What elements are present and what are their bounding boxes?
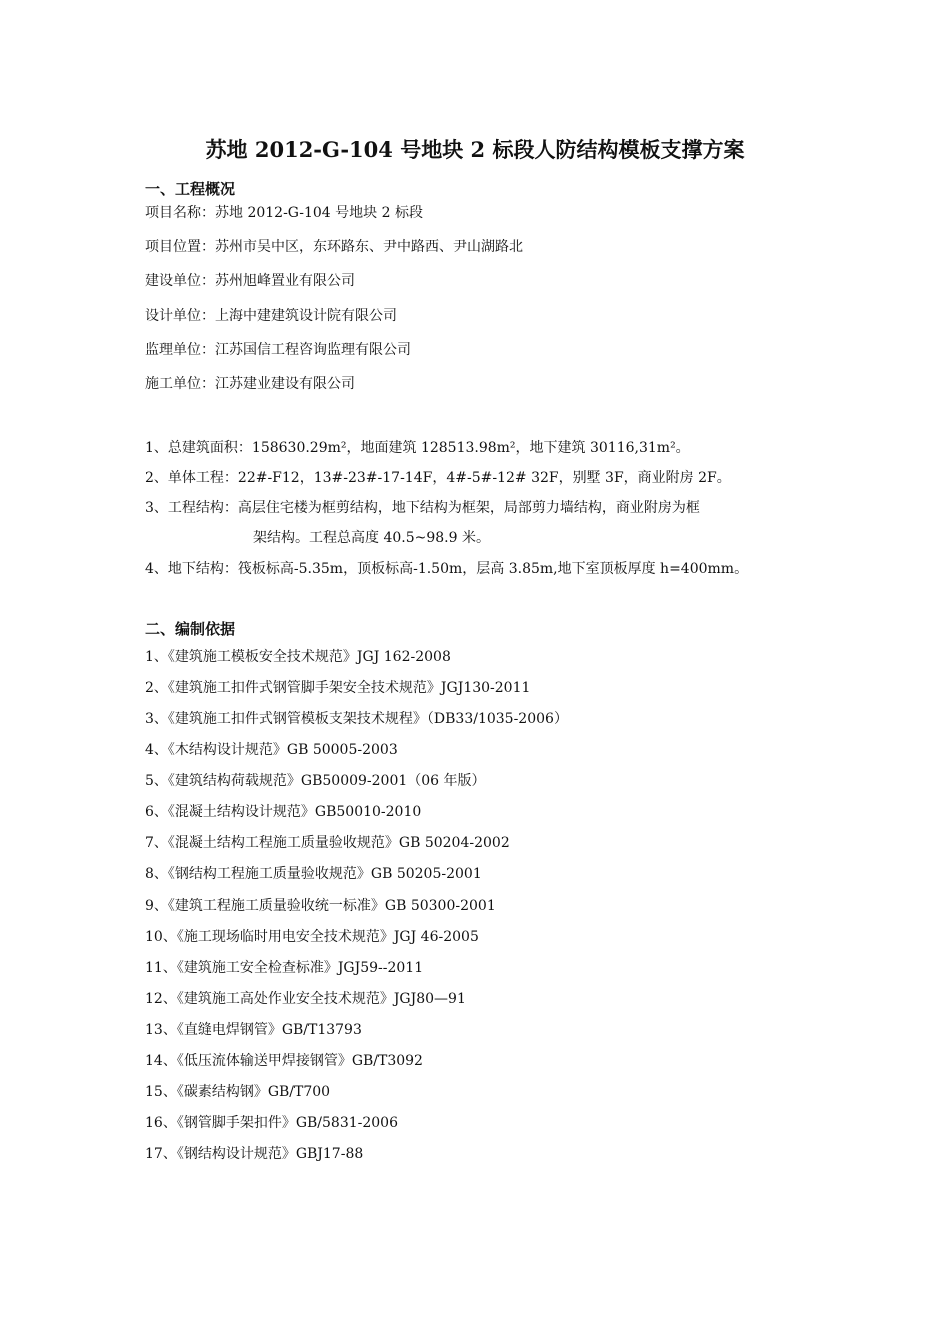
overview-item-continuation: 架结构。工程总高度 40.5~98.9 米。 [253, 530, 490, 546]
overview-item: 1、总建筑面积：158630.29m²，地面建筑 128513.98m²，地下建筑 30116,31m²。 [145, 440, 690, 456]
project-name: 项目名称：苏地 2012-G-104 号地块 2 标段 [145, 205, 423, 221]
basis-item: 12、《建筑施工高处作业安全技术规范》JGJ80—91 [145, 991, 466, 1007]
project-location: 项目位置：苏州市吴中区，东环路东、尹中路西、尹山湖路北 [145, 239, 523, 255]
basis-item: 8、《钢结构工程施工质量验收规范》GB 50205-2001 [145, 866, 482, 882]
basis-item: 17、《钢结构设计规范》GBJ17-88 [145, 1146, 364, 1162]
basis-item: 11、《建筑施工安全检查标准》JGJ59--2011 [145, 960, 424, 976]
basis-item: 6、《混凝土结构设计规范》GB50010-2010 [145, 804, 422, 820]
basis-item: 1、《建筑施工模板安全技术规范》JGJ 162-2008 [145, 649, 451, 665]
overview-item: 2、单体工程：22#-F12，13#-23#-17-14F，4#-5#-12# 32F，别墅 3F，商业附房 2F。 [145, 470, 731, 486]
basis-item: 5、《建筑结构荷载规范》GB50009-2001（06 年版） [145, 773, 486, 789]
document-title: 苏地 2012-G-104 号地块 2 标段人防结构模板支撑方案 [205, 137, 745, 162]
section-heading-overview: 一、工程概况 [145, 180, 236, 198]
basis-item: 10、《施工现场临时用电安全技术规范》JGJ 46-2005 [145, 929, 479, 945]
basis-item: 2、《建筑施工扣件式钢管脚手架安全技术规范》JGJ130-2011 [145, 680, 531, 696]
basis-item: 15、《碳素结构钢》GB/T700 [145, 1084, 331, 1100]
overview-item: 4、地下结构：筏板标高-5.35m，顶板标高-1.50m，层高 3.85m,地下室顶板厚度 h=400mm。 [145, 561, 749, 577]
basis-item: 4、《木结构设计规范》GB 50005-2003 [145, 742, 398, 758]
basis-item: 3、《建筑施工扣件式钢管模板支架技术规程》（DB33/1035-2006） [145, 711, 568, 727]
basis-item: 9、《建筑工程施工质量验收统一标准》GB 50300-2001 [145, 898, 496, 914]
design-unit: 设计单位：上海中建建筑设计院有限公司 [145, 308, 397, 324]
construction-unit: 建设单位：苏州旭峰置业有限公司 [145, 273, 355, 289]
overview-item: 3、工程结构：高层住宅楼为框剪结构，地下结构为框架，局部剪力墙结构，商业附房为框 [145, 500, 700, 516]
contractor-unit: 施工单位：江苏建业建设有限公司 [145, 376, 355, 392]
section-heading-basis: 二、编制依据 [145, 620, 236, 638]
basis-item: 7、《混凝土结构工程施工质量验收规范》GB 50204-2002 [145, 835, 510, 851]
supervision-unit: 监理单位：江苏国信工程咨询监理有限公司 [145, 342, 411, 358]
basis-item: 13、《直缝电焊钢管》GB/T13793 [145, 1022, 362, 1038]
basis-item: 16、《钢管脚手架扣件》GB/5831-2006 [145, 1115, 398, 1131]
basis-item: 14、《低压流体输送甲焊接钢管》GB/T3092 [145, 1053, 423, 1069]
